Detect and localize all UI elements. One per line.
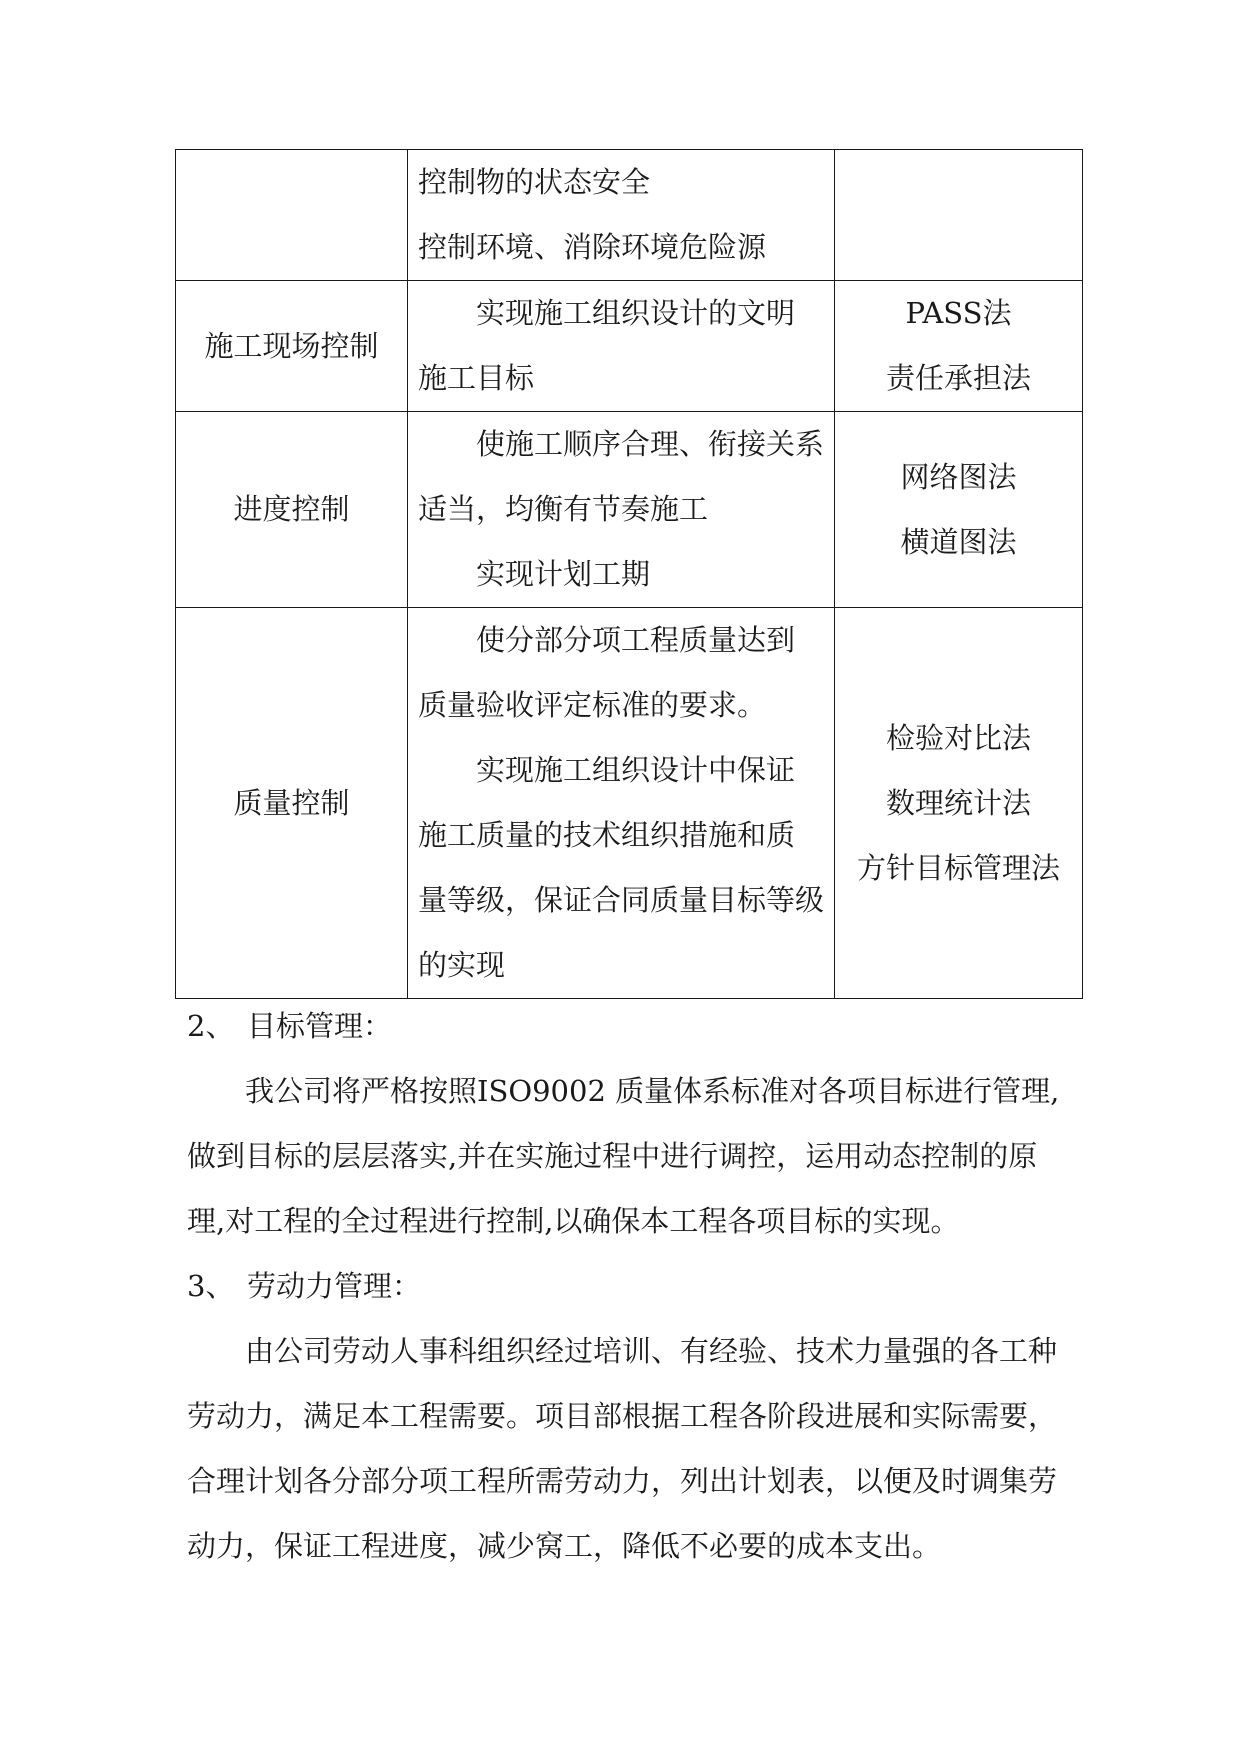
paragraph-line: 理,对工程的全过程进行控制,以确保本工程各项目标的实现。 xyxy=(187,1204,960,1238)
description-line: 质量验收评定标准的要求。 xyxy=(418,688,767,722)
paragraph-line: 动力，保证工程进度，减少窝工，降低不必要的成本支出。 xyxy=(187,1529,942,1563)
paragraph-line: 合理计划各分部分项工程所需劳动力，列出计划表，以便及时调集劳 xyxy=(187,1464,1058,1498)
description-line: 控制物的状态安全 xyxy=(418,165,651,199)
category-cell xyxy=(176,150,408,281)
description-line: 的实现 xyxy=(418,948,506,982)
description-line: 控制环境、消除环境危险源 xyxy=(418,230,767,264)
paragraph-line: 做到目标的层层落实,并在实施过程中进行调控，运用动态控制的原 xyxy=(187,1139,1038,1173)
section-number: 3、 xyxy=(187,1269,235,1303)
description-cell xyxy=(408,281,835,412)
paragraph-line: 劳动力，满足本工程需要。项目部根据工程各阶段进展和实际需要， xyxy=(187,1399,1058,1433)
category-cell: 进度控制 xyxy=(176,412,408,608)
method-cell xyxy=(835,608,1083,999)
method-cell xyxy=(835,412,1083,608)
category-cell: 质量控制 xyxy=(176,608,408,999)
section-labor-management xyxy=(187,1254,1067,1579)
description-line: 施工目标 xyxy=(418,361,535,395)
method-item: 网络图法 xyxy=(900,459,1017,494)
paragraph-line: 由公司劳动人事科组织经过培训、有经验、技术力量强的各工种 xyxy=(245,1334,1058,1368)
method-item: 方针目标管理法 xyxy=(856,850,1060,885)
section-paragraph xyxy=(187,1059,1067,1254)
section-number: 2、 xyxy=(187,1009,235,1043)
section-title: 目标管理： xyxy=(247,1009,393,1043)
description-line: 适当，均衡有节奏施工 xyxy=(418,492,709,526)
method-item: 横道图法 xyxy=(900,524,1017,559)
method-item: PASS法 xyxy=(905,296,1012,330)
section-heading xyxy=(187,994,1067,1059)
table-row xyxy=(176,150,1083,281)
table-row xyxy=(176,608,1083,999)
section-heading xyxy=(187,1254,1067,1319)
method-cell xyxy=(835,150,1083,281)
control-table xyxy=(175,149,1083,999)
description-line: 实现施工组织设计中保证 xyxy=(476,753,796,787)
method-item: 检验对比法 xyxy=(885,720,1031,755)
description-line: 使施工顺序合理、衔接关系 xyxy=(476,427,825,461)
description-line: 实现施工组织设计的文明 xyxy=(476,296,796,330)
category-cell: 施工现场控制 xyxy=(176,281,408,412)
paragraph-line: 我公司将严格按照ISO9002 质量体系标准对各项目标进行管理, xyxy=(245,1074,1060,1108)
description-line: 实现计划工期 xyxy=(476,557,651,591)
description-line: 量等级，保证合同质量目标等级 xyxy=(418,883,825,917)
method-item: 责任承担法 xyxy=(885,361,1031,395)
description-line: 施工质量的技术组织措施和质 xyxy=(418,818,796,852)
method-cell xyxy=(835,281,1083,412)
description-cell xyxy=(408,150,835,281)
section-target-management xyxy=(187,994,1067,1254)
table-row xyxy=(176,281,1083,412)
description-cell xyxy=(408,412,835,608)
description-cell xyxy=(408,608,835,999)
section-title: 劳动力管理： xyxy=(247,1269,422,1303)
description-line: 使分部分项工程质量达到 xyxy=(476,623,796,657)
method-item: 数理统计法 xyxy=(885,785,1031,820)
section-paragraph xyxy=(187,1319,1067,1579)
table-row xyxy=(176,412,1083,608)
